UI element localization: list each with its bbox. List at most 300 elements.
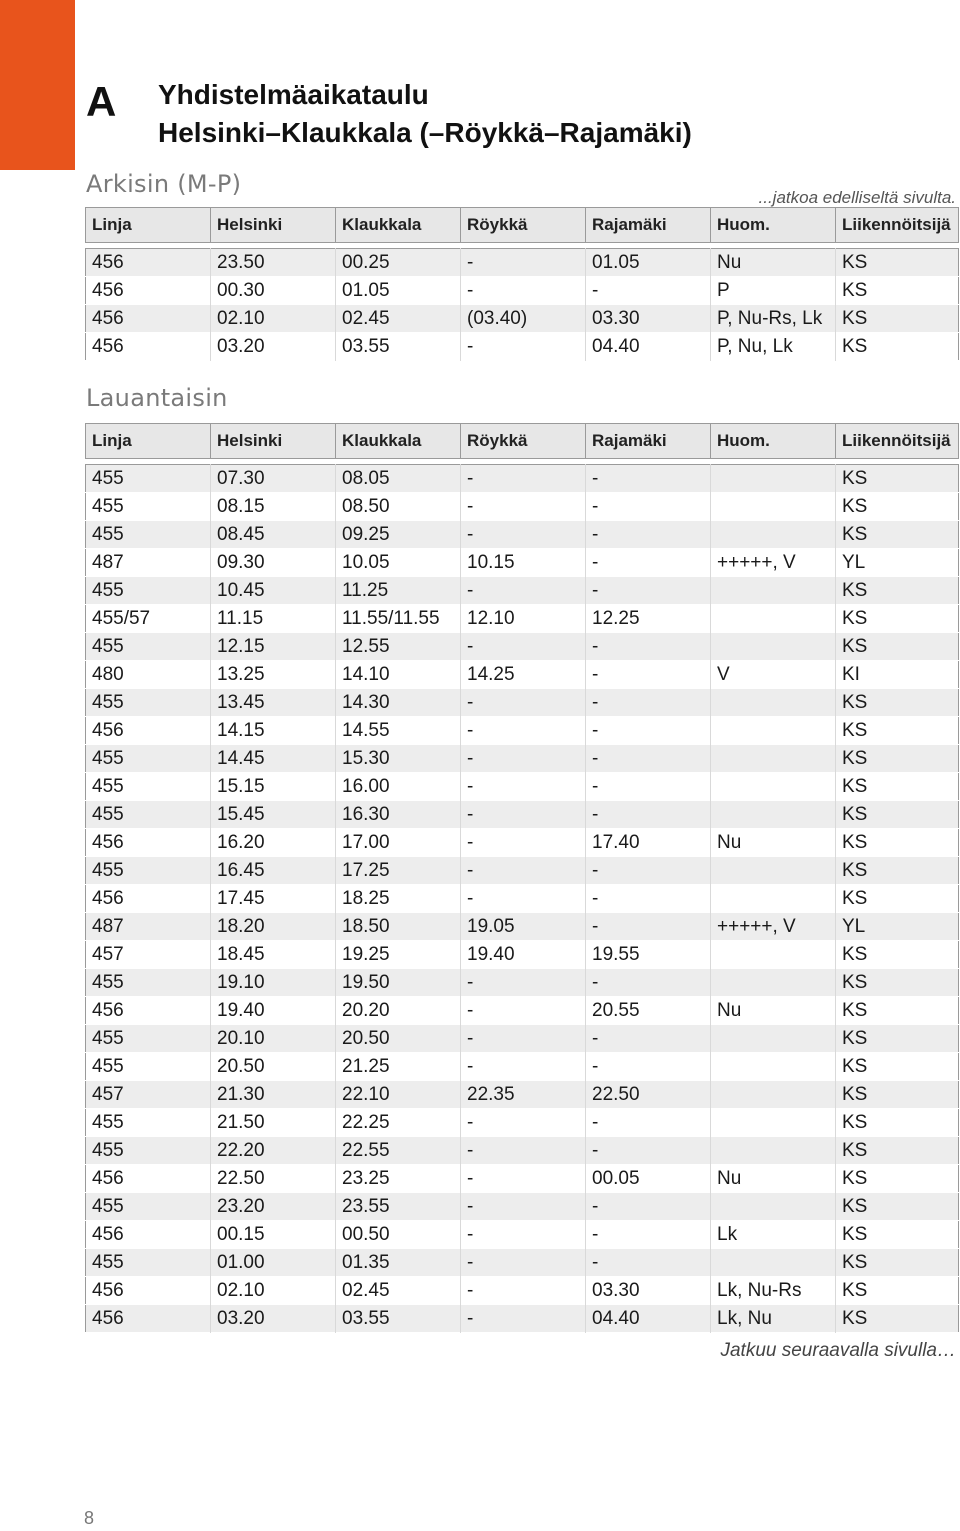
cell-liikennoitsija: YL: [836, 913, 959, 941]
cell-liikennoitsija: KS: [836, 885, 959, 913]
table-row: [86, 633, 959, 661]
cell-huom: [711, 1053, 836, 1081]
cell-klaukkala: 00.50: [336, 1221, 461, 1249]
cell-linja: 455: [86, 1193, 211, 1221]
cell-roykka: -: [461, 885, 586, 913]
cell-helsinki: 16.20: [211, 829, 336, 857]
cell-huom: P, Nu, Lk: [711, 333, 836, 361]
cell-huom: Nu: [711, 997, 836, 1025]
cell-roykka: -: [461, 717, 586, 745]
cell-roykka: 10.15: [461, 549, 586, 577]
cell-huom: [711, 941, 836, 969]
cell-klaukkala: 22.10: [336, 1081, 461, 1109]
cell-liikennoitsija: KS: [836, 333, 959, 361]
cell-klaukkala: 15.30: [336, 745, 461, 773]
cell-roykka: -: [461, 249, 586, 277]
cell-linja: 455: [86, 801, 211, 829]
cell-liikennoitsija: KS: [836, 689, 959, 717]
cell-roykka: (03.40): [461, 305, 586, 333]
col-header-linja: Linja: [86, 208, 211, 243]
cell-huom: Nu: [711, 829, 836, 857]
cell-huom: [711, 969, 836, 997]
cell-liikennoitsija: KS: [836, 801, 959, 829]
cell-helsinki: 21.30: [211, 1081, 336, 1109]
page-title: [158, 76, 692, 152]
cell-liikennoitsija: KS: [836, 1305, 959, 1333]
cell-liikennoitsija: KS: [836, 717, 959, 745]
cell-rajamaki: 00.05: [586, 1165, 711, 1193]
cell-huom: [711, 885, 836, 913]
cell-huom: [711, 465, 836, 493]
cell-roykka: -: [461, 997, 586, 1025]
cell-liikennoitsija: KS: [836, 249, 959, 277]
cell-huom: [711, 577, 836, 605]
cell-helsinki: 02.10: [211, 1277, 336, 1305]
cell-rajamaki: -: [586, 801, 711, 829]
cell-huom: [711, 857, 836, 885]
table-row: [86, 689, 959, 717]
cell-huom: [711, 605, 836, 633]
cell-roykka: -: [461, 521, 586, 549]
cell-rajamaki: -: [586, 773, 711, 801]
col-header-linja: Linja: [86, 424, 211, 459]
table-row: [86, 1081, 959, 1109]
cell-linja: 455: [86, 521, 211, 549]
weekday-heading: Arkisin (M-P): [86, 170, 242, 198]
cell-roykka: -: [461, 577, 586, 605]
cell-klaukkala: 20.20: [336, 997, 461, 1025]
cell-helsinki: 15.15: [211, 773, 336, 801]
cell-liikennoitsija: KS: [836, 997, 959, 1025]
cell-helsinki: 15.45: [211, 801, 336, 829]
cell-helsinki: 00.15: [211, 1221, 336, 1249]
cell-huom: [711, 521, 836, 549]
cell-helsinki: 20.50: [211, 1053, 336, 1081]
col-header-liikennoitsija: Liikennöitsijä: [836, 208, 959, 243]
cell-rajamaki: 12.25: [586, 605, 711, 633]
cell-huom: [711, 1081, 836, 1109]
cell-rajamaki: -: [586, 969, 711, 997]
cell-helsinki: 14.45: [211, 745, 336, 773]
cell-klaukkala: 19.25: [336, 941, 461, 969]
cell-roykka: -: [461, 1025, 586, 1053]
cell-helsinki: 02.10: [211, 305, 336, 333]
table-row: [86, 277, 959, 305]
cell-roykka: -: [461, 1137, 586, 1165]
cell-liikennoitsija: KS: [836, 969, 959, 997]
cell-roykka: -: [461, 1221, 586, 1249]
cell-liikennoitsija: KS: [836, 745, 959, 773]
cell-roykka: -: [461, 969, 586, 997]
cell-klaukkala: 11.25: [336, 577, 461, 605]
cell-linja: 456: [86, 277, 211, 305]
table-row: [86, 717, 959, 745]
table-row: [86, 605, 959, 633]
cell-linja: 456: [86, 1277, 211, 1305]
cell-helsinki: 18.45: [211, 941, 336, 969]
cell-liikennoitsija: KS: [836, 773, 959, 801]
cell-rajamaki: -: [586, 689, 711, 717]
cell-linja: 456: [86, 249, 211, 277]
cell-roykka: -: [461, 493, 586, 521]
cell-rajamaki: -: [586, 745, 711, 773]
cell-rajamaki: -: [586, 493, 711, 521]
cell-klaukkala: 14.30: [336, 689, 461, 717]
cell-helsinki: 19.10: [211, 969, 336, 997]
cell-helsinki: 00.30: [211, 277, 336, 305]
cell-linja: 455: [86, 1053, 211, 1081]
cell-linja: 455/57: [86, 605, 211, 633]
cell-klaukkala: 17.00: [336, 829, 461, 857]
cell-rajamaki: -: [586, 717, 711, 745]
table-row: [86, 773, 959, 801]
table-row: [86, 1109, 959, 1137]
cell-roykka: 14.25: [461, 661, 586, 689]
cell-roykka: 12.10: [461, 605, 586, 633]
cell-liikennoitsija: KS: [836, 605, 959, 633]
table-row: [86, 969, 959, 997]
cell-klaukkala: 23.55: [336, 1193, 461, 1221]
cell-rajamaki: 17.40: [586, 829, 711, 857]
cell-klaukkala: 02.45: [336, 305, 461, 333]
cell-klaukkala: 02.45: [336, 1277, 461, 1305]
cell-helsinki: 18.20: [211, 913, 336, 941]
cell-helsinki: 08.15: [211, 493, 336, 521]
cell-linja: 455: [86, 857, 211, 885]
col-header-helsinki: Helsinki: [211, 208, 336, 243]
cell-liikennoitsija: KS: [836, 521, 959, 549]
cell-huom: +++++, V: [711, 913, 836, 941]
cell-liikennoitsija: KS: [836, 1221, 959, 1249]
cell-huom: Nu: [711, 249, 836, 277]
cell-roykka: -: [461, 1109, 586, 1137]
table-row: [86, 1165, 959, 1193]
cell-helsinki: 21.50: [211, 1109, 336, 1137]
cell-klaukkala: 03.55: [336, 1305, 461, 1333]
col-header-huom: Huom.: [711, 424, 836, 459]
col-header-helsinki: Helsinki: [211, 424, 336, 459]
cell-rajamaki: -: [586, 277, 711, 305]
cell-klaukkala: 23.25: [336, 1165, 461, 1193]
cell-helsinki: 22.50: [211, 1165, 336, 1193]
cell-linja: 487: [86, 549, 211, 577]
cell-linja: 456: [86, 305, 211, 333]
cell-huom: [711, 1109, 836, 1137]
table-row: [86, 521, 959, 549]
cell-klaukkala: 10.05: [336, 549, 461, 577]
cell-huom: [711, 633, 836, 661]
cell-linja: 455: [86, 689, 211, 717]
cell-helsinki: 12.15: [211, 633, 336, 661]
cell-huom: [711, 745, 836, 773]
cell-rajamaki: -: [586, 1193, 711, 1221]
col-header-roykka: Röykkä: [461, 208, 586, 243]
cell-helsinki: 13.45: [211, 689, 336, 717]
cell-klaukkala: 08.05: [336, 465, 461, 493]
cell-roykka: -: [461, 829, 586, 857]
table-row: [86, 1193, 959, 1221]
cell-roykka: -: [461, 1277, 586, 1305]
cell-roykka: -: [461, 277, 586, 305]
cell-roykka: -: [461, 689, 586, 717]
cell-rajamaki: 22.50: [586, 1081, 711, 1109]
cell-linja: 456: [86, 885, 211, 913]
cell-rajamaki: -: [586, 1137, 711, 1165]
cell-rajamaki: -: [586, 465, 711, 493]
cell-liikennoitsija: KS: [836, 493, 959, 521]
cell-rajamaki: -: [586, 1109, 711, 1137]
table-row: [86, 1221, 959, 1249]
cell-huom: Lk, Nu-Rs: [711, 1277, 836, 1305]
cell-linja: 456: [86, 829, 211, 857]
cell-huom: +++++, V: [711, 549, 836, 577]
cell-linja: 457: [86, 1081, 211, 1109]
col-header-rajamaki: Rajamäki: [586, 208, 711, 243]
cell-liikennoitsija: KS: [836, 1025, 959, 1053]
cell-helsinki: 14.15: [211, 717, 336, 745]
col-header-huom: Huom.: [711, 208, 836, 243]
cell-linja: 455: [86, 465, 211, 493]
cell-helsinki: 19.40: [211, 997, 336, 1025]
cell-rajamaki: -: [586, 1025, 711, 1053]
table-row: [86, 549, 959, 577]
cell-klaukkala: 03.55: [336, 333, 461, 361]
cell-klaukkala: 20.50: [336, 1025, 461, 1053]
cell-linja: 456: [86, 717, 211, 745]
cell-roykka: -: [461, 1193, 586, 1221]
cell-linja: 480: [86, 661, 211, 689]
cell-roykka: -: [461, 1165, 586, 1193]
cell-rajamaki: 04.40: [586, 333, 711, 361]
table-row: [86, 801, 959, 829]
cell-linja: 487: [86, 913, 211, 941]
cell-roykka: 22.35: [461, 1081, 586, 1109]
cell-huom: [711, 1137, 836, 1165]
cell-rajamaki: -: [586, 549, 711, 577]
table-row: [86, 745, 959, 773]
cell-klaukkala: 21.25: [336, 1053, 461, 1081]
section-letter: A: [86, 78, 117, 125]
cell-rajamaki: 03.30: [586, 305, 711, 333]
cell-rajamaki: -: [586, 857, 711, 885]
cell-liikennoitsija: KS: [836, 1137, 959, 1165]
cell-klaukkala: 18.25: [336, 885, 461, 913]
cell-rajamaki: -: [586, 1221, 711, 1249]
cell-rajamaki: -: [586, 1053, 711, 1081]
cell-linja: 455: [86, 577, 211, 605]
cell-linja: 455: [86, 969, 211, 997]
cell-klaukkala: 17.25: [336, 857, 461, 885]
cell-liikennoitsija: KI: [836, 661, 959, 689]
cell-klaukkala: 14.55: [336, 717, 461, 745]
cell-rajamaki: 04.40: [586, 1305, 711, 1333]
cell-huom: [711, 1025, 836, 1053]
table-row: [86, 333, 959, 361]
cell-roykka: -: [461, 333, 586, 361]
table-row: [86, 997, 959, 1025]
cell-linja: 456: [86, 333, 211, 361]
table-row: [86, 941, 959, 969]
col-header-klaukkala: Klaukkala: [336, 208, 461, 243]
col-header-klaukkala: Klaukkala: [336, 424, 461, 459]
cell-klaukkala: 14.10: [336, 661, 461, 689]
cell-huom: Nu: [711, 1165, 836, 1193]
cell-rajamaki: 01.05: [586, 249, 711, 277]
table-row: [86, 493, 959, 521]
cell-klaukkala: 11.55/11.55: [336, 605, 461, 633]
cell-helsinki: 08.45: [211, 521, 336, 549]
cell-helsinki: 03.20: [211, 333, 336, 361]
cell-liikennoitsija: KS: [836, 941, 959, 969]
cell-klaukkala: 16.30: [336, 801, 461, 829]
cell-linja: 455: [86, 1109, 211, 1137]
table-row: [86, 465, 959, 493]
table-row: [86, 1249, 959, 1277]
cell-huom: [711, 773, 836, 801]
table-row: [86, 577, 959, 605]
cell-rajamaki: -: [586, 521, 711, 549]
cell-linja: 457: [86, 941, 211, 969]
cell-liikennoitsija: KS: [836, 829, 959, 857]
cell-helsinki: 10.45: [211, 577, 336, 605]
cell-rajamaki: -: [586, 885, 711, 913]
cell-huom: [711, 493, 836, 521]
cell-huom: [711, 717, 836, 745]
cell-linja: 455: [86, 1137, 211, 1165]
continues-next-note: Jatkuu seuraavalla sivulla…: [720, 1340, 956, 1361]
cell-roykka: -: [461, 773, 586, 801]
col-header-liikennoitsija: Liikennöitsijä: [836, 424, 959, 459]
cell-liikennoitsija: KS: [836, 633, 959, 661]
cell-huom: [711, 1193, 836, 1221]
cell-liikennoitsija: KS: [836, 1277, 959, 1305]
cell-roykka: 19.05: [461, 913, 586, 941]
table-row: [86, 305, 959, 333]
cell-helsinki: 22.20: [211, 1137, 336, 1165]
cell-klaukkala: 08.50: [336, 493, 461, 521]
cell-linja: 456: [86, 997, 211, 1025]
cell-klaukkala: 12.55: [336, 633, 461, 661]
table-row: [86, 249, 959, 277]
cell-roykka: -: [461, 465, 586, 493]
cell-rajamaki: -: [586, 633, 711, 661]
cell-liikennoitsija: KS: [836, 1109, 959, 1137]
col-header-rajamaki: Rajamäki: [586, 424, 711, 459]
cell-linja: 456: [86, 1221, 211, 1249]
table-row: [86, 1277, 959, 1305]
cell-roykka: -: [461, 1249, 586, 1277]
cell-linja: 455: [86, 1249, 211, 1277]
cell-klaukkala: 22.55: [336, 1137, 461, 1165]
cell-roykka: -: [461, 801, 586, 829]
saturday-heading: Lauantaisin: [86, 384, 228, 412]
cell-linja: 456: [86, 1305, 211, 1333]
cell-roykka: -: [461, 857, 586, 885]
cell-roykka: 19.40: [461, 941, 586, 969]
cell-roykka: -: [461, 1053, 586, 1081]
cell-helsinki: 23.50: [211, 249, 336, 277]
cell-linja: 455: [86, 1025, 211, 1053]
cell-huom: Lk, Nu: [711, 1305, 836, 1333]
cell-rajamaki: -: [586, 913, 711, 941]
cell-linja: 456: [86, 1165, 211, 1193]
cell-linja: 455: [86, 633, 211, 661]
cell-helsinki: 11.15: [211, 605, 336, 633]
table-row: [86, 857, 959, 885]
cell-liikennoitsija: KS: [836, 1081, 959, 1109]
cell-liikennoitsija: KS: [836, 1193, 959, 1221]
cell-rajamaki: 03.30: [586, 1277, 711, 1305]
cell-helsinki: 20.10: [211, 1025, 336, 1053]
cell-rajamaki: -: [586, 1249, 711, 1277]
saturday-timetable: [85, 423, 959, 1333]
cell-huom: [711, 1249, 836, 1277]
title-line-2: Helsinki–Klaukkala (–Röykkä–Rajamäki): [158, 117, 692, 148]
cell-linja: 455: [86, 745, 211, 773]
cell-huom: [711, 689, 836, 717]
cell-roykka: -: [461, 745, 586, 773]
cell-liikennoitsija: KS: [836, 1165, 959, 1193]
table-row: [86, 661, 959, 689]
cell-klaukkala: 01.05: [336, 277, 461, 305]
cell-rajamaki: 20.55: [586, 997, 711, 1025]
cell-liikennoitsija: KS: [836, 277, 959, 305]
cell-liikennoitsija: KS: [836, 1249, 959, 1277]
cell-liikennoitsija: KS: [836, 465, 959, 493]
table-header-row: [86, 208, 959, 243]
cell-liikennoitsija: YL: [836, 549, 959, 577]
weekday-timetable: [85, 207, 959, 361]
cell-rajamaki: -: [586, 577, 711, 605]
table-row: [86, 1137, 959, 1165]
cell-klaukkala: 16.00: [336, 773, 461, 801]
cell-huom: P, Nu-Rs, Lk: [711, 305, 836, 333]
cell-liikennoitsija: KS: [836, 1053, 959, 1081]
cell-roykka: -: [461, 633, 586, 661]
cell-helsinki: 01.00: [211, 1249, 336, 1277]
cell-rajamaki: -: [586, 661, 711, 689]
page-number: 8: [84, 1508, 95, 1528]
cell-helsinki: 03.20: [211, 1305, 336, 1333]
cell-klaukkala: 18.50: [336, 913, 461, 941]
cell-huom: V: [711, 661, 836, 689]
cell-liikennoitsija: KS: [836, 857, 959, 885]
table-row: [86, 885, 959, 913]
cell-klaukkala: 01.35: [336, 1249, 461, 1277]
cell-liikennoitsija: KS: [836, 305, 959, 333]
section-tab: [0, 0, 75, 170]
cell-linja: 455: [86, 493, 211, 521]
cell-klaukkala: 19.50: [336, 969, 461, 997]
continued-from-note: ...jatkoa edelliseltä sivulta.: [758, 188, 956, 207]
cell-huom: [711, 801, 836, 829]
cell-linja: 455: [86, 773, 211, 801]
cell-helsinki: 09.30: [211, 549, 336, 577]
cell-helsinki: 16.45: [211, 857, 336, 885]
cell-huom: Lk: [711, 1221, 836, 1249]
cell-klaukkala: 00.25: [336, 249, 461, 277]
cell-liikennoitsija: KS: [836, 577, 959, 605]
table-header-row: [86, 424, 959, 459]
col-header-roykka: Röykkä: [461, 424, 586, 459]
cell-klaukkala: 22.25: [336, 1109, 461, 1137]
table-row: [86, 1305, 959, 1333]
cell-roykka: -: [461, 1305, 586, 1333]
cell-klaukkala: 09.25: [336, 521, 461, 549]
cell-rajamaki: 19.55: [586, 941, 711, 969]
cell-helsinki: 07.30: [211, 465, 336, 493]
title-line-1: Yhdistelmäaikataulu: [158, 79, 429, 110]
